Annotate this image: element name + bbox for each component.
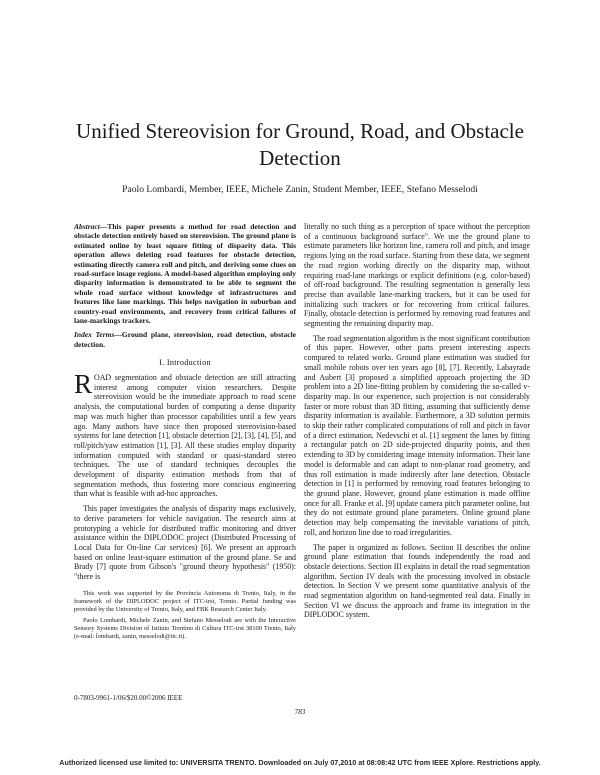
- index-terms-label: Index Terms: [74, 330, 115, 340]
- intro-paragraph-1: [74, 368, 296, 499]
- body-paragraph: The road segmentation algorithm is the most significant contribution of this paper. However, other parts present interesting aspects compared to related works. Ground plane estimation was studied for small mobile robots over ten years ago [8], [7]. Recently, Labayrade and Aubert [3] proposed a simplified approach projecting the 3D problem into a 2D line-fitting problem by considering the so-called v-disparity map. In our experience, such projection is not considerably faster or more robust than 3D fitting, assuming that sufficiently dense disparity information is available. Furthermore, a 3D solution permits to skip their rather complicated computations of roll and pitch in favor of a direct estimation. Nedevschi et al. [1] segment the lanes by fitting a rectangular patch on 2D side-projected disparity points, and then extending to 3D by considering image intensity information. Their lane model is deformable and can adapt to non-planar road geometry, and thus roll estimation is made indirectly after lane detection. Obstacle detection in [1] is performed by removing road features belonging to the ground plane. However, ground plane estimation is made offline once for all. Franke et al. [9] update camera pitch parameter online, but they do not estimate ground plane parameters. Online ground plane detection may help compensating the inevitable variations of pitch, roll, and horizon line due to road irregularities.: [304, 333, 530, 537]
- footnote-affiliation: Paolo Lombardi, Michele Zanin, and Stefano Messelodi are with the Interactive Sensory Systems Division of Istituto Trentino di Cultura ITC-irst 38100 Trento, Italy (e-mail: lombardi, zanin, messelodi@itc.it).: [74, 616, 296, 640]
- abstract-text: —This paper presents a method for road detection and obstacle detection entirely based on stereovision. The ground plane is estimated online by least square fitting of disparity data. This operation allows deleting road features for obstacle detection, estimating directly camera roll and pitch, and deriving some clues on road-surface image regions. A model-based algorithm employing only disparity information is demonstrated to be able to segment the whole road surface without knowledge of infrastructures and features like lane markings. This helps navigation in suburban and country-road environments, and recovery from critical failures of lane-markings trackers.: [74, 222, 296, 326]
- abstract: [74, 222, 296, 325]
- index-terms: [74, 330, 296, 349]
- intro-paragraph-1-text: OAD segmentation and obstacle detection are still attracting interest among computer vision researchers. Despite stereovision would be the immediate approach to road scene analysis, the computational burden of computing a dense disparity map was much higher than processor capabilities until a few years ago. Many authors have since then proposed stereovision-based systems for lane detection [1], obstacle detection [2], [3], [4], [5], and roll/pitch/yaw estimation [1], [3]. All these studies employ disparity information computed with standard or quasi-standard stereo techniques. The use of standard techniques decouples the development of disparity estimation methods from that of segmentation methods, thus fostering more conscious engineering than what is feasible with ad-hoc approaches.: [74, 372, 296, 499]
- license-footer: Authorized licensed use limited to: UNIVERSITA TRENTO. Downloaded on July 07,2010 at 08:08:42 UTC from IEEE Xplore. Restrictions apply.: [59, 758, 541, 767]
- intro-paragraph-2: This paper investigates the analysis of disparity maps exclusively, to derive parameters for vehicle navigation. The research aims at prototyping a vehicle for distributed traffic monitoring and driver assistance within the DIPLODOC project (Distributed Processing of Local Data for On-line Car services) [6]. We present an approach based on online least-square estimation of the ground plane. Se and Brady [7] quote from Gibson's "ground theory hypothesis" (1950): "there is: [74, 504, 296, 582]
- copyright-notice: 0-7803-9961-1/06/$20.00©2006 IEEE: [74, 694, 183, 702]
- drop-cap: R: [74, 368, 93, 399]
- body-paragraph: The paper is organized as follows. Section II describes the online ground plane estimation that founds independently the road and obstacle detections. Section III explains in detail the road segmentation algorithm. Section IV deals with the processing involved in obstacle detection. In Section V we present some quantitative analysis of the road segmentation algorithm on hand-segmented real data. Finally in Section VI we discuss the approach and frame its integration in the DIPLODOC system.: [304, 542, 530, 620]
- body-paragraph: literally no such thing as a perception of space without the perception of a continuous background surface". We use the ground plane to estimate parameters like horizon line, camera roll and pitch, and image regions lying on the road surface. Starting from these data, we segment the road region working directly on the disparity map, without requiring road-lane markings or explicit definitions (e.g. color-based) of off-road background. The resulting segmentation is generally less precise than available lane-marking trackers, but it can be used for initializing such trackers or for recovering from critical failures. Finally, obstacle detection is performed by removing road features and segmenting the remaining disparity map.: [304, 222, 530, 329]
- paper-title: Unified Stereovision for Ground, Road, and Obstacle Detection: [76, 119, 524, 170]
- index-terms-text: —Ground plane, stereovision, road detection, obstacle detection.: [74, 330, 297, 349]
- footnote-funding: This work was supported by the Provincia Autonoma di Trento, Italy, in the framework of the DIPLODOC project of ITC-irst, Trento. Partial funding was provided by the University of Trento, Italy, and FBK Research Center Italy.: [74, 589, 296, 613]
- author-line: Paolo Lombardi, Member, IEEE, Michele Zanin, Student Member, IEEE, Stefano Messelodi: [122, 184, 478, 195]
- left-column: [74, 222, 296, 644]
- footnotes: [74, 590, 296, 641]
- section-heading-introduction: I. Introduction: [159, 358, 211, 368]
- abstract-label: Abstract: [74, 222, 100, 231]
- page-number: 783: [294, 708, 306, 716]
- right-column: [304, 222, 530, 625]
